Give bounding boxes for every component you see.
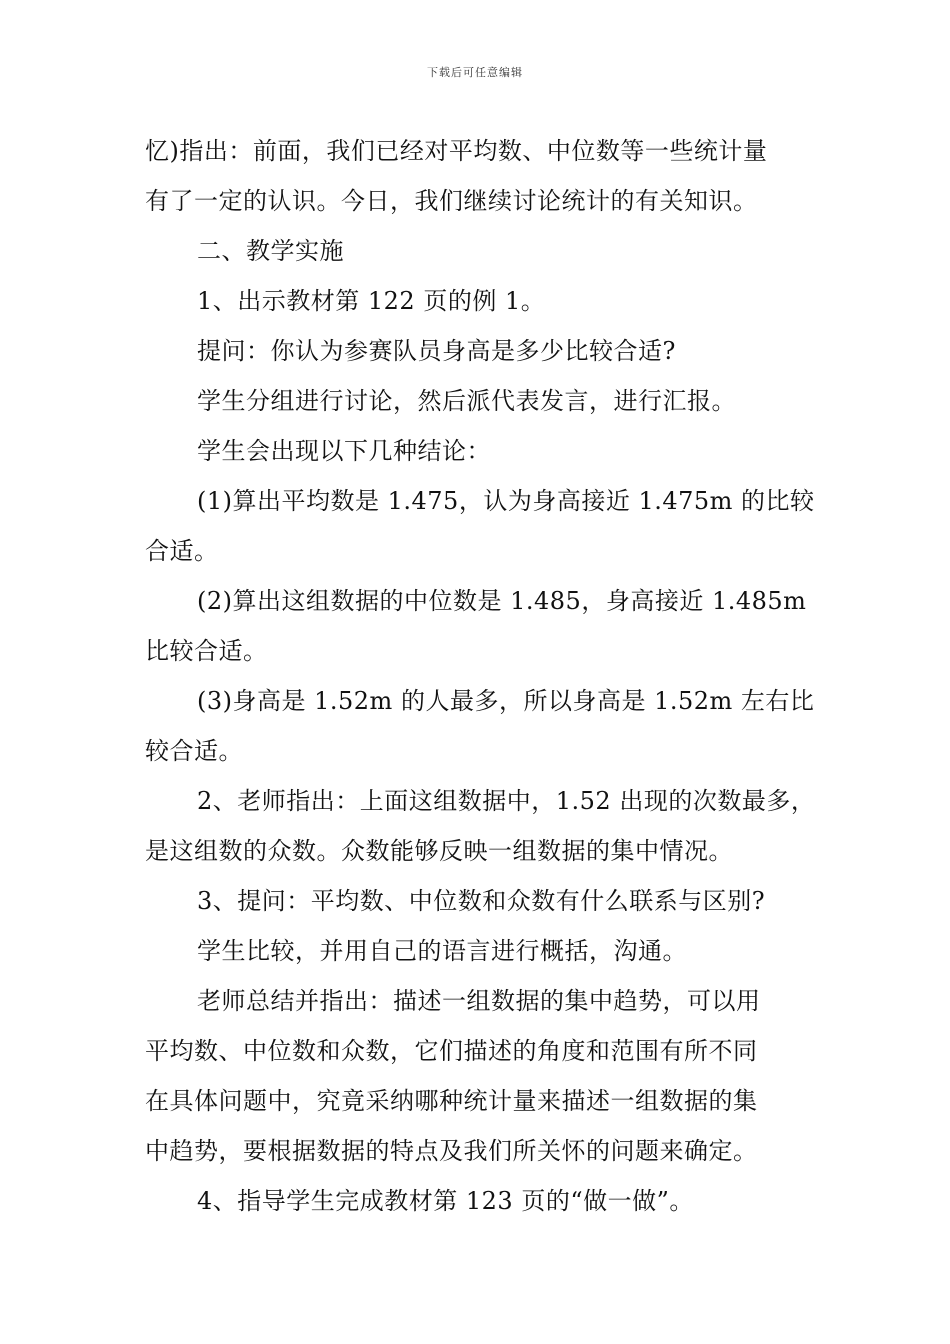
paragraph-line: 提问：你认为参赛队员身高是多少比较合适? (197, 337, 676, 365)
paragraph-line: 中趋势，要根据数据的特点及我们所关怀的问题来确定。 (145, 1137, 758, 1165)
paragraph-line: 3、提问：平均数、中位数和众数有什么联系与区别? (197, 887, 766, 915)
section-heading: 二、教学实施 (197, 237, 344, 265)
paragraph-line: 忆)指出：前面，我们已经对平均数、中位数等一些统计量 (145, 137, 768, 165)
paragraph-line: 较合适。 (145, 737, 243, 765)
paragraph-line: (2)算出这组数据的中位数是 1.485，身高接近 1.485m (197, 587, 807, 615)
paragraph-line: 在具体问题中，究竟采纳哪种统计量来描述一组数据的集 (145, 1087, 758, 1115)
paragraph-line: (1)算出平均数是 1.475，认为身高接近 1.475m 的比较 (197, 487, 815, 515)
paragraph-line: 学生分组进行讨论，然后派代表发言，进行汇报。 (197, 387, 736, 415)
document-body (145, 126, 816, 1226)
paragraph-line: 平均数、中位数和众数，它们描述的角度和范围有所不同 (145, 1037, 758, 1065)
paragraph-line: 有了一定的认识。今日，我们继续讨论统计的有关知识。 (145, 187, 758, 215)
page-header: 下载后可任意编辑 (427, 66, 523, 79)
paragraph-line: 合适。 (145, 537, 219, 565)
paragraph-line: 学生会出现以下几种结论： (197, 437, 491, 465)
paragraph-line: 老师总结并指出：描述一组数据的集中趋势，可以用 (197, 987, 761, 1015)
paragraph-line: (3)身高是 1.52m 的人最多，所以身高是 1.52m 左右比 (197, 687, 815, 715)
paragraph-line: 2、老师指出：上面这组数据中，1.52 出现的次数最多， (197, 787, 816, 815)
paragraph-line: 1、出示教材第 122 页的例 1。 (197, 287, 546, 315)
paragraph-line: 比较合适。 (145, 637, 268, 665)
paragraph-line: 4、指导学生完成教材第 123 页的“做一做”。 (197, 1187, 694, 1215)
paragraph-line: 学生比较，并用自己的语言进行概括，沟通。 (197, 937, 687, 965)
paragraph-line: 是这组数的众数。众数能够反映一组数据的集中情况。 (145, 837, 733, 865)
